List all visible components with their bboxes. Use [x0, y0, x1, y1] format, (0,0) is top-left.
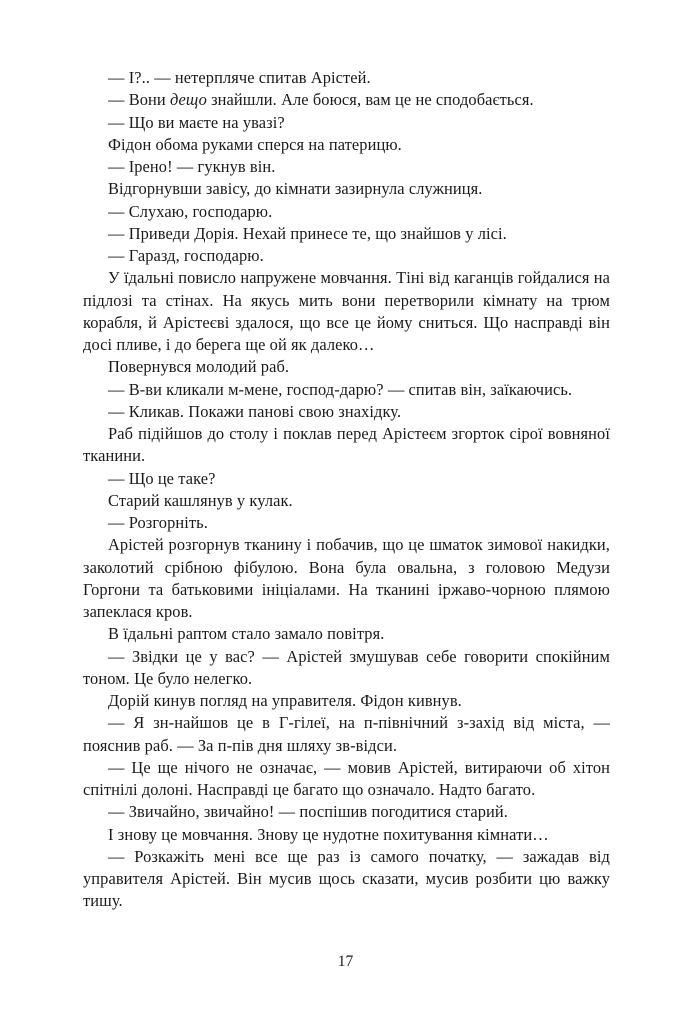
paragraph	[83, 89, 610, 111]
paragraph	[83, 423, 610, 468]
paragraph-text: — Слухаю, господарю.	[108, 201, 273, 221]
paragraph-text: — Що це таке?	[108, 468, 216, 488]
paragraph	[83, 178, 610, 200]
paragraph-text: — Розгорніть.	[108, 513, 208, 532]
paragraph	[83, 824, 610, 846]
paragraph	[83, 690, 610, 712]
paragraph	[83, 356, 610, 378]
paragraph	[83, 156, 610, 178]
paragraph-text: — В-ви кликали м-мене, господ-дарю? — спитав він, заїкаючись.	[108, 379, 573, 399]
paragraph-text: знайшли. Але боюся, вам це не сподобається.	[206, 90, 534, 110]
paragraph-text: — Гаразд, господарю.	[108, 246, 264, 265]
paragraph	[83, 245, 610, 267]
paragraph-text: — Що ви маєте на увазі?	[108, 112, 285, 132]
paragraph	[83, 623, 610, 645]
paragraph-text: В їдальні раптом стало замало повітря.	[108, 624, 385, 644]
page-number: 17	[337, 953, 354, 970]
paragraph	[83, 401, 610, 423]
paragraph	[83, 646, 610, 691]
paragraph-text: Повернувся молодий раб.	[108, 357, 290, 377]
paragraph-text: Арістей розгорнув тканину і побачив, що це шматок зимової накидки, заколотий срібною фібулою. Вона була овальна, з головою Медузи Горгони та батьковими ініціалами. На тканині іржаво-чорною плямою запеклася кров.	[83, 535, 610, 621]
paragraph	[83, 534, 610, 623]
paragraph	[83, 468, 610, 490]
paragraph	[83, 223, 610, 245]
paragraph-text: — Я зн-найшов це в Г-гілеї, на п-північний з-захід від міста, — пояснив раб. — За п-пів дня шляху зв-відси.	[83, 713, 610, 755]
paragraph	[83, 490, 610, 512]
paragraph-text: — Звичайно, звичайно! — поспішив погодитися старий.	[108, 802, 508, 822]
paragraph-text: — Кликав. Покажи панові свою знахідку.	[108, 401, 402, 421]
paragraph-text: Дорій кинув погляд на управителя. Фідон кивнув.	[108, 691, 462, 710]
text-block	[83, 67, 610, 913]
paragraph	[83, 267, 610, 356]
paragraph-text: — Приведи Дорія. Нехай принесе те, що знайшов у лісі.	[108, 223, 507, 243]
paragraph-text: У їдальні повисло напружене мовчання. Тіні від каганців гойдалися на підлозі та стінах. На якусь мить вони перетворили кімнату на трюм корабля, й Арістеєві здалося, що все це йому сниться. Що насправді він досі пливе, і до берега ще ой як далеко…	[83, 268, 610, 354]
paragraph-text: І знову це мовчання. Знову це нудотне похитування кімнати…	[108, 824, 549, 844]
paragraph	[83, 201, 610, 223]
paragraph-text: — Звідки це у вас? — Арістей змушував себе говорити спокійним тоном. Це було нелегко.	[83, 646, 610, 688]
paragraph-text: — Вони	[108, 90, 170, 110]
paragraph	[83, 134, 610, 156]
paragraph-text: Відгорнувши завісу, до кімнати зазирнула служниця.	[108, 179, 483, 199]
paragraph-text: — Розкажіть мені все ще раз із самого початку, — зажадав від управителя Арістей. Він мусив щось сказати, мусив розбити цю важку тишу.	[83, 846, 610, 911]
paragraph-text: Раб підійшов до столу і поклав перед Арістеєм згорток сірої вовняної тканини.	[83, 424, 610, 466]
paragraph-text: — І?.. — нетерпляче спитав Арістей.	[108, 68, 371, 87]
paragraph	[83, 846, 610, 913]
paragraph	[83, 67, 610, 89]
paragraph-text: — Ірено! — гукнув він.	[108, 157, 276, 176]
paragraph	[83, 712, 610, 757]
paragraph	[83, 757, 610, 802]
paragraph	[83, 112, 610, 134]
paragraph-text-italic: дещо	[169, 90, 207, 110]
paragraph-text: Фідон обома руками сперся на патерицю.	[108, 134, 402, 154]
paragraph-text: Старий кашлянув у кулак.	[108, 490, 293, 510]
paragraph	[83, 512, 610, 534]
paragraph	[83, 379, 610, 401]
paragraph	[83, 801, 610, 823]
paragraph-text: — Це ще нічого не означає, — мовив Арістей, витираючи об хітон спітнілі долоні. Насправді це багато що означало. Надто багато.	[83, 757, 610, 799]
